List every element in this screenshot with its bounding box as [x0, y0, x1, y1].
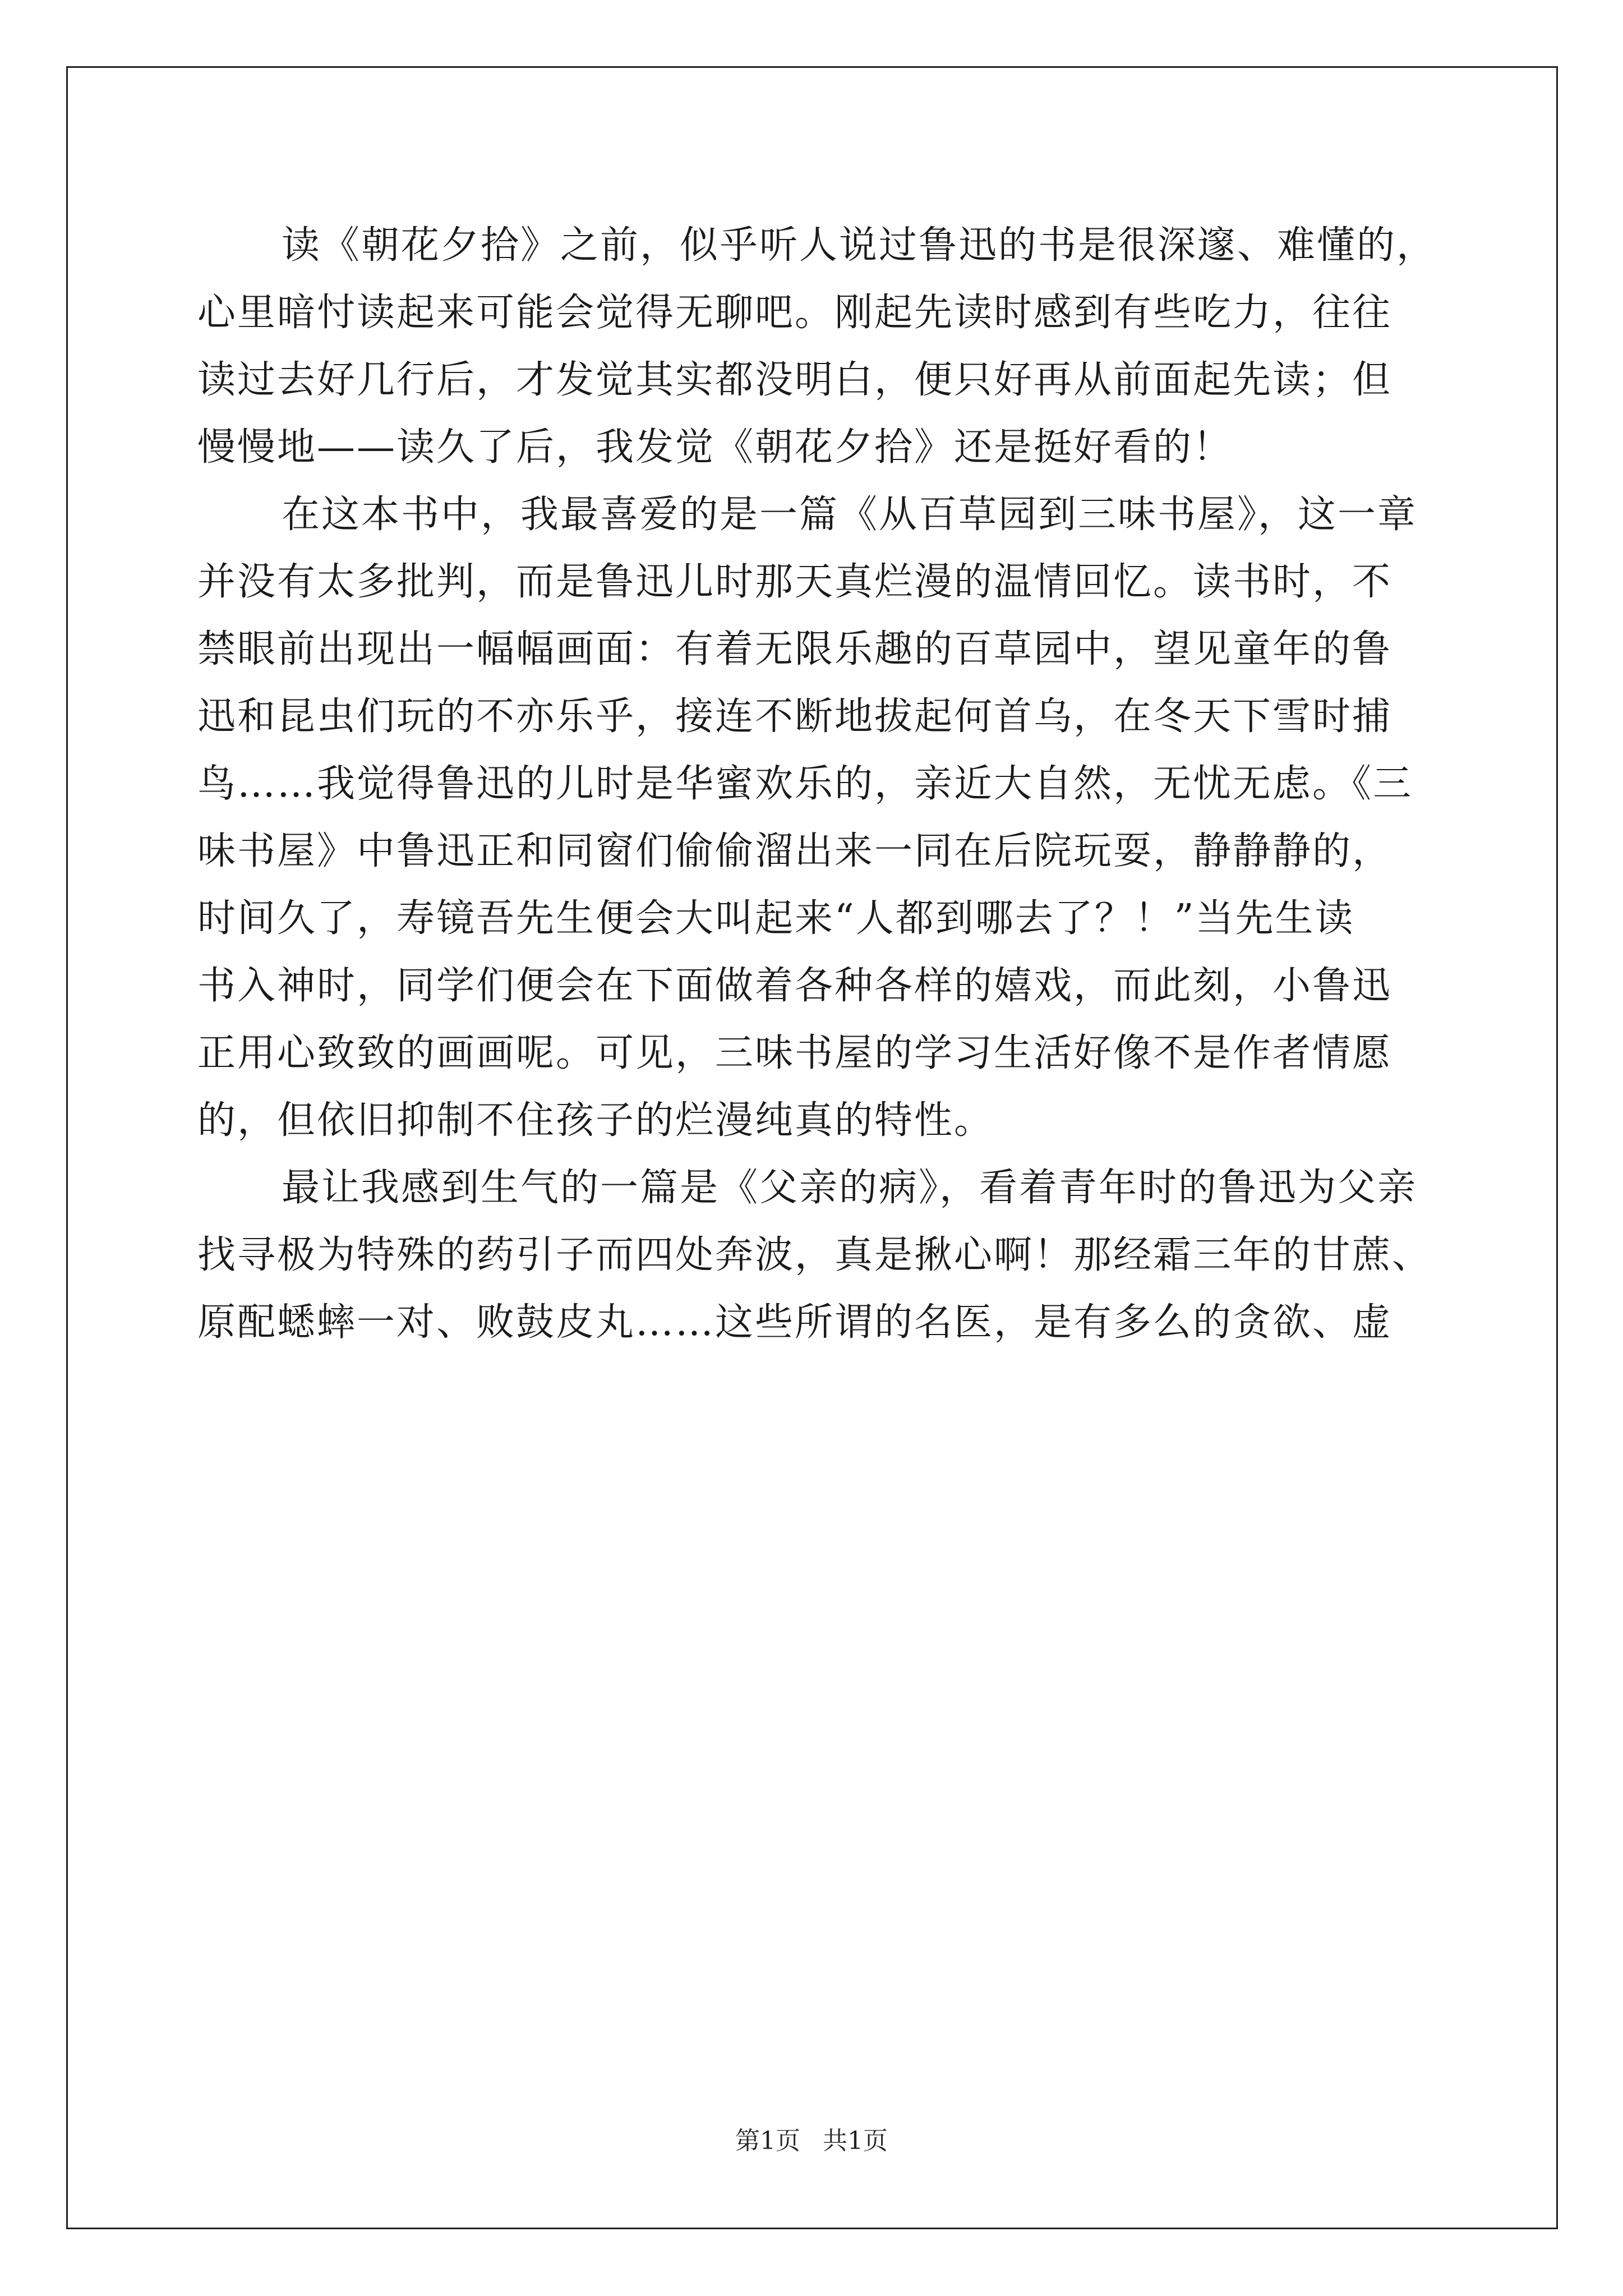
text-line: 书入神时，同学们便会在下面做着各种各样的嬉戏，而此刻，小鲁迅: [197, 964, 1393, 1008]
text-line: 味书屋》中鲁迅正和同窗们偷偷溜出来一同在后院玩耍，静静静的，: [197, 829, 1393, 873]
text-line: 正用心致致的画画呢。可见，三味书屋的学习生活好像不是作者情愿: [197, 1031, 1393, 1075]
text-line: 鸟……我觉得鲁迅的儿时是华蜜欢乐的，亲近大自然，无忧无虑。《三: [197, 762, 1413, 806]
text-line: 并没有太多批判，而是鲁迅儿时那天真烂漫的温情回忆。读书时，不: [197, 560, 1393, 604]
text-line: 慢慢地——读久了后，我发觉《朝花夕拾》还是挺好看的！: [197, 425, 1233, 470]
page-total: 共1页: [823, 2127, 888, 2155]
page-footer: [0, 2120, 1623, 2156]
text-line: 最让我感到生气的一篇是《父亲的病》，看着青年时的鲁迅为父亲: [282, 1166, 1418, 1210]
text-line: 禁眼前出现出一幅幅画面：有着无限乐趣的百草园中，望见童年的鲁: [197, 627, 1393, 671]
text-line: 心里暗忖读起来可能会觉得无聊吧。刚起先读时感到有些吃力，往往: [197, 291, 1393, 335]
paragraph-1: [197, 212, 1437, 481]
text-line: 时间久了，寿镜吾先生便会大叫起来“人都到哪去了？！”当先生读: [197, 896, 1355, 941]
text-line: 找寻极为特殊的药引子而四处奔波，真是揪心啊！那经霜三年的甘蔗、: [197, 1233, 1432, 1277]
page-number: 第1页: [735, 2127, 800, 2155]
paragraph-2: [197, 481, 1431, 1154]
paragraph-3: [197, 1154, 1431, 1356]
text-line: 迅和昆虫们玩的不亦乐乎，接连不断地拔起何首乌，在冬天下雪时捕: [197, 694, 1393, 739]
text-line: 在这本书中，我最喜爱的是一篇《从百草园到三味书屋》，这一章: [282, 493, 1418, 537]
text-line: 原配蟋蟀一对、败鼓皮丸……这些所谓的名医，是有多么的贪欲、虚: [197, 1300, 1393, 1345]
text-line: 的，但依旧抑制不住孩子的烂漫纯真的特性。: [197, 1098, 994, 1143]
text-line: 读过去好几行后，才发觉其实都没明白，便只好再从前面起先读；但: [197, 358, 1393, 402]
text-line: 读《朝花夕拾》之前，似乎听人说过鲁迅的书是很深邃、难懂的，: [282, 223, 1437, 268]
document-body: [197, 212, 1437, 1356]
